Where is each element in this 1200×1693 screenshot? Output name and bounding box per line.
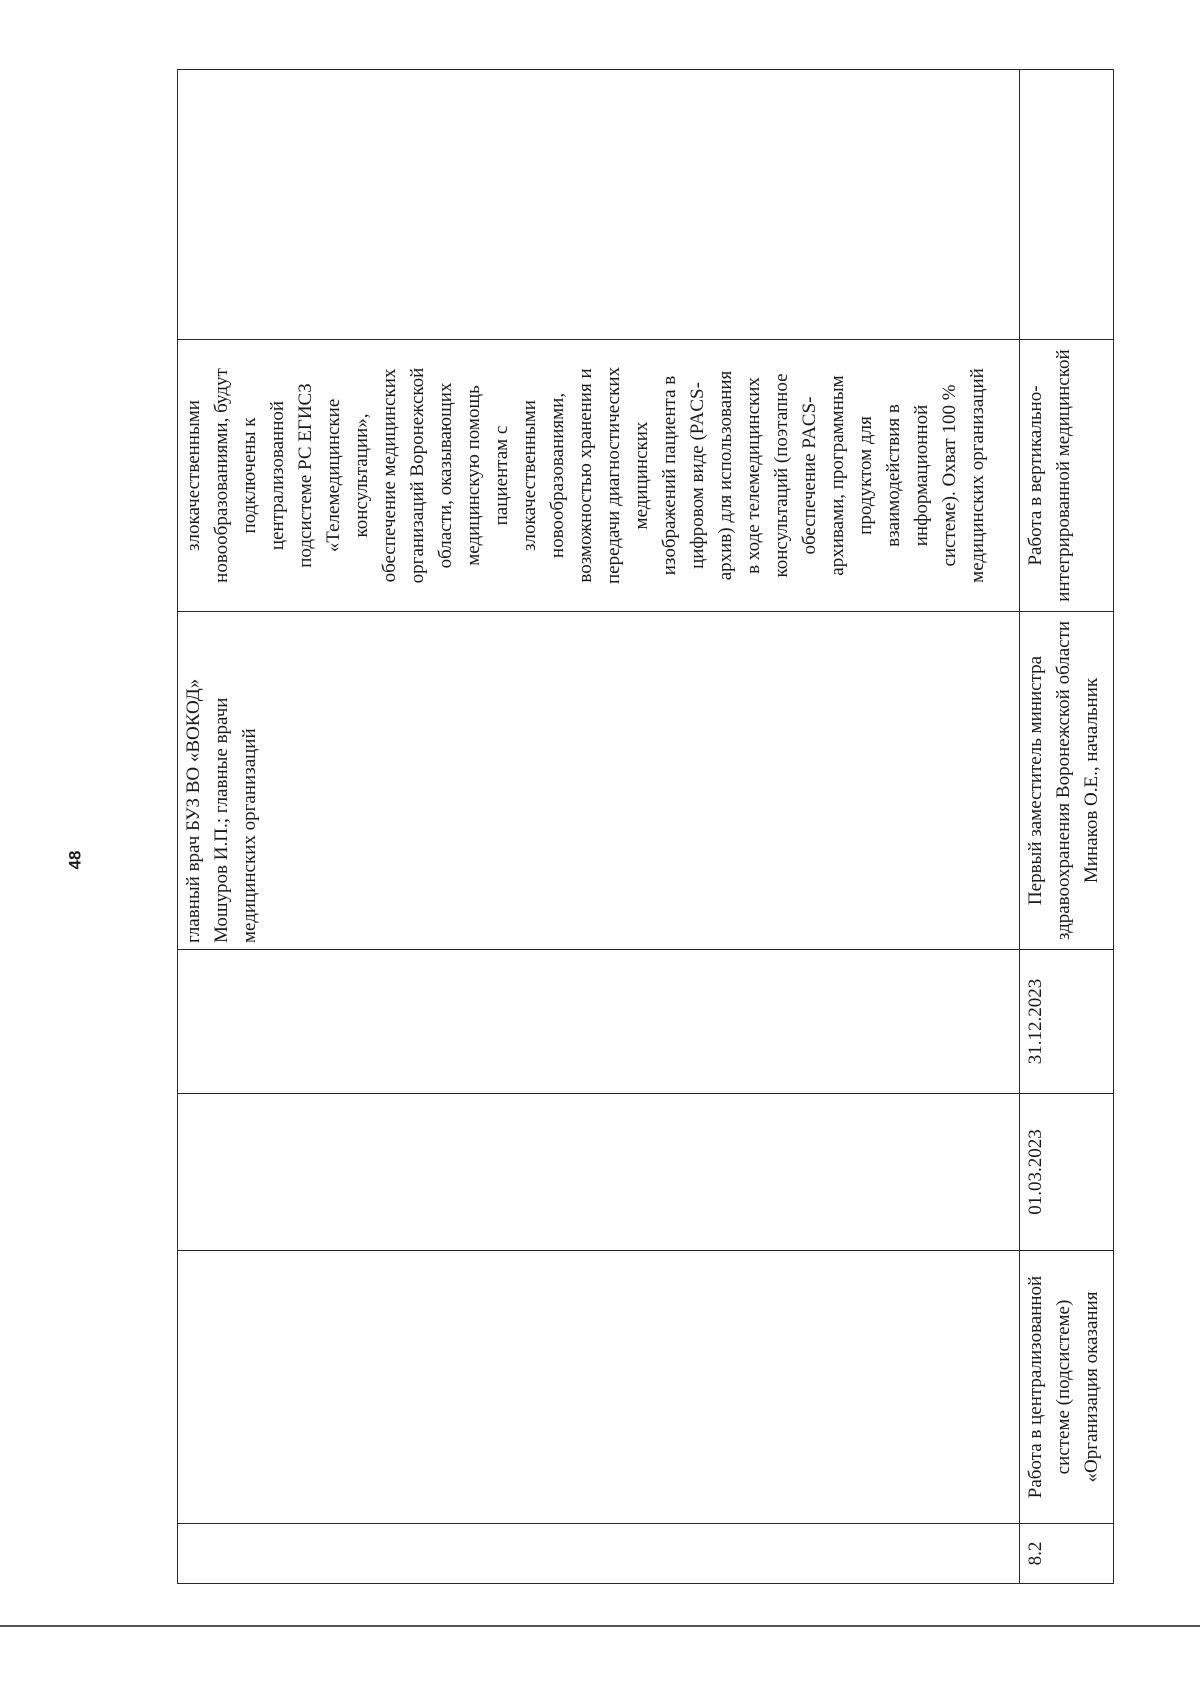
- plan-table: [177, 69, 1114, 1584]
- result-line: медицинских: [631, 421, 652, 530]
- result-line: архивами, программным: [827, 375, 848, 576]
- table-row: [178, 70, 1020, 1584]
- result-line: подключены к: [239, 417, 260, 534]
- responsible-cell: главный врач БУЗ ВО «ВОКОД» Мошуров И.П.; главные врачи медицинских организаций: [178, 612, 1020, 950]
- result-line: обеспечение PACS-: [799, 396, 820, 555]
- result-line: организаций Воронежской: [407, 367, 428, 584]
- page-bottom-rule: [0, 1625, 1200, 1627]
- result-line: области, оказывающих: [435, 382, 456, 569]
- event-cell: Работа в централизованной системе (подсистеме) «Организация оказания: [1020, 1251, 1114, 1524]
- event-cell: [178, 1251, 1020, 1524]
- result-line: консультаций (поэтапное: [771, 373, 792, 578]
- result-line: архив) для использования: [715, 370, 736, 581]
- responsible-cell: Первый заместитель министра здравоохранения Воронежской области Минаков О.Е., начальник: [1020, 612, 1114, 950]
- row-number-cell: 8.2: [1020, 1524, 1114, 1584]
- result-line: информационной: [911, 404, 932, 547]
- page-number: 48: [65, 850, 85, 870]
- result-line: медицинскую помощь: [463, 385, 484, 566]
- result-line: «Телемедицинские: [323, 398, 344, 553]
- result-line: изображений пациента в: [659, 375, 680, 576]
- result-cell: [178, 340, 1020, 612]
- row-number-cell: [178, 1524, 1020, 1584]
- result-line: злокачественными: [183, 400, 204, 551]
- result-line: передачи диагностических: [603, 367, 624, 584]
- result-line: взаимодействия в: [883, 404, 904, 547]
- result-line: в ходе телемедицинских: [743, 377, 764, 574]
- end-date-cell: [178, 950, 1020, 1094]
- result-cell: Работа в вертикально-интегрированной медицинской: [1020, 340, 1114, 612]
- result-line: системе). Охват 100 %: [939, 384, 960, 567]
- result-line: централизованной: [267, 400, 288, 551]
- result-line: подсистеме РС ЕГИСЗ: [295, 383, 316, 568]
- result-line: обеспечение медицинских: [379, 368, 400, 583]
- table-row: [1020, 70, 1114, 1584]
- result-line: возможностью хранения и: [575, 368, 596, 583]
- result-line: новообразованиями, будут: [211, 368, 232, 583]
- result-line: цифровом виде (PACS-: [687, 382, 708, 569]
- end-date-cell: 31.12.2023: [1020, 950, 1114, 1094]
- result-line: новообразованиями,: [547, 392, 568, 559]
- result-line: злокачественными: [519, 400, 540, 551]
- result-line: консультации»,: [351, 413, 372, 538]
- start-date-cell: 01.03.2023: [1020, 1094, 1114, 1251]
- extra-cell: [1020, 70, 1114, 340]
- start-date-cell: [178, 1094, 1020, 1251]
- result-line: медицинских организаций: [967, 368, 988, 583]
- result-line: пациентам с: [491, 425, 512, 526]
- result-line: продуктом для: [855, 416, 876, 535]
- extra-cell: [178, 70, 1020, 340]
